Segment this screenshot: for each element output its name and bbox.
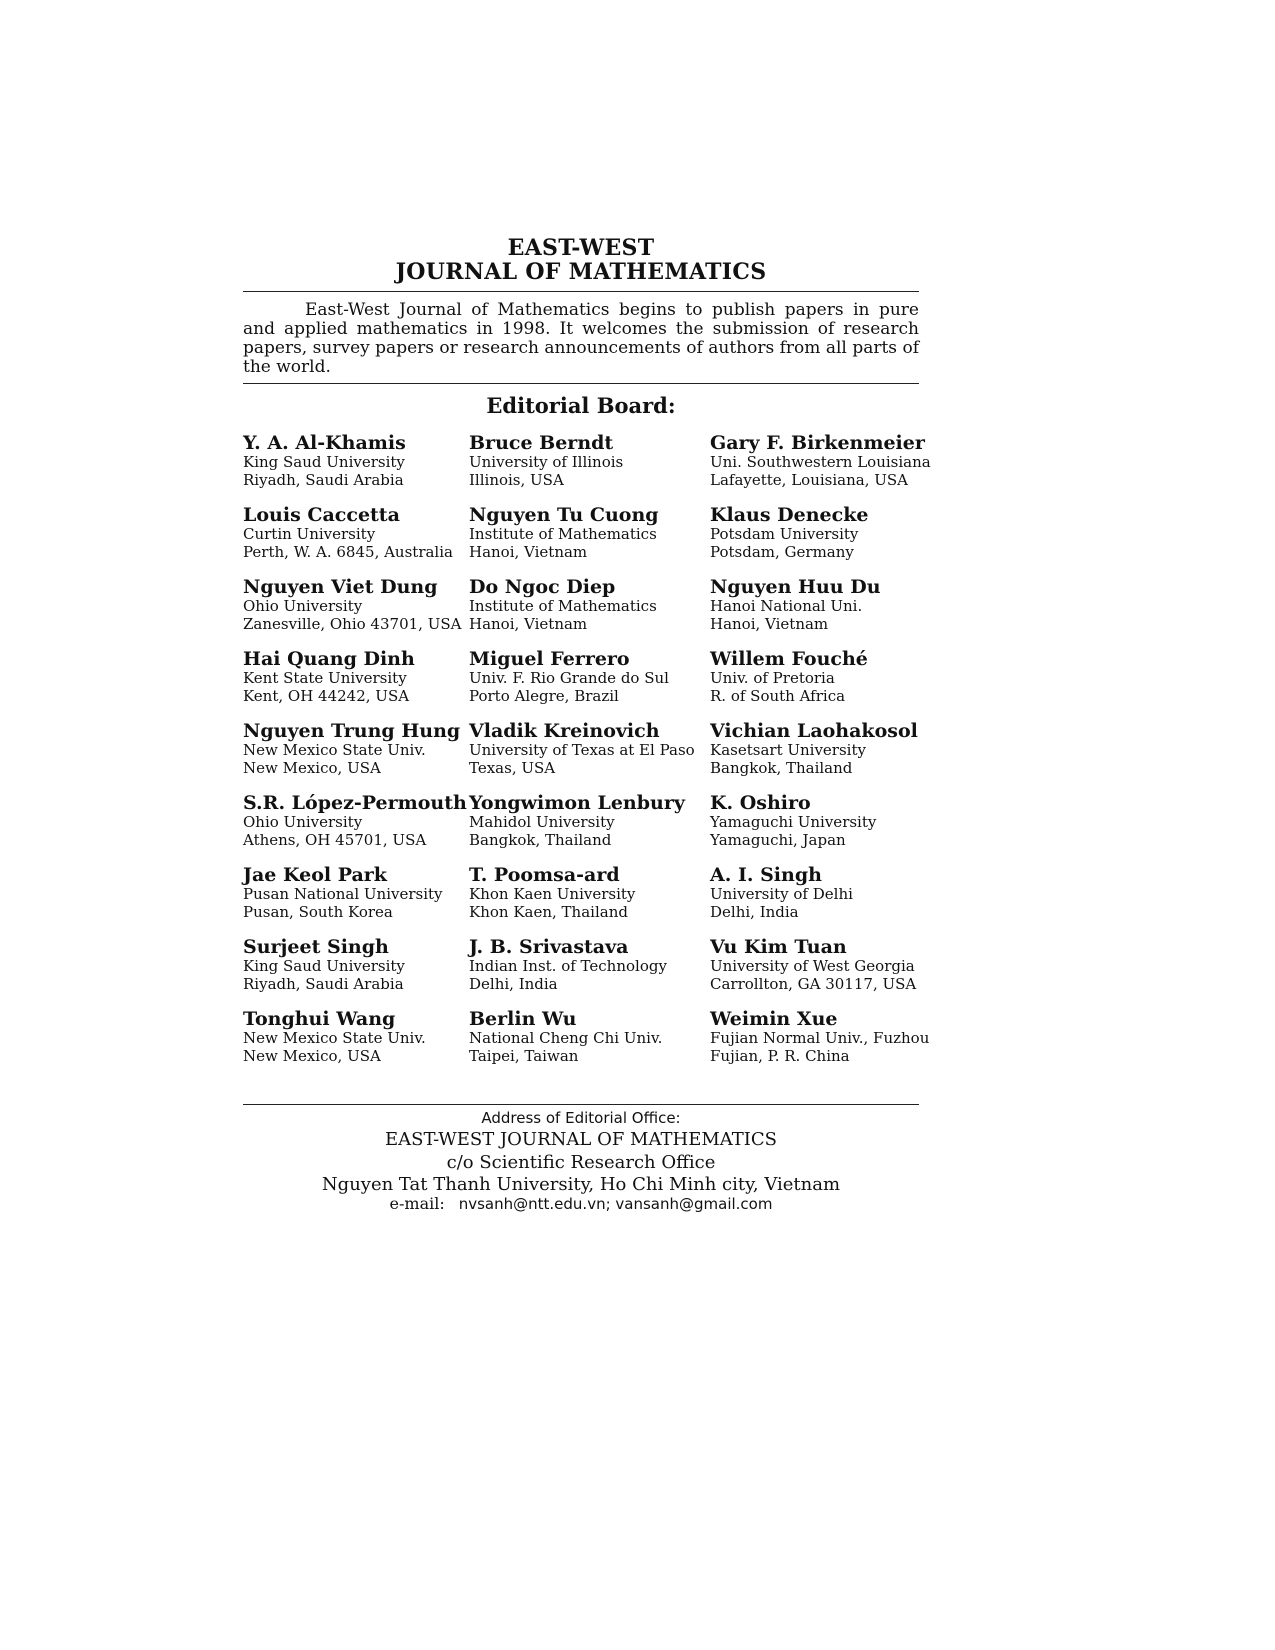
- board-member: [469, 433, 710, 489]
- board-member: [469, 649, 710, 705]
- member-name: Jae Keol Park: [243, 864, 387, 886]
- board-member: [469, 937, 710, 993]
- member-institution: King Saud University: [243, 453, 405, 471]
- member-institution: University of West Georgia: [710, 957, 915, 975]
- member-institution: Ohio University: [243, 813, 363, 831]
- member-location: Bangkok, Thailand: [710, 758, 853, 777]
- member-location: Hanoi, Vietnam: [469, 542, 588, 561]
- member-location: Riyadh, Saudi Arabia: [243, 974, 404, 993]
- member-institution: University of Delhi: [710, 885, 853, 903]
- board-member: [469, 865, 710, 921]
- board-member: [243, 865, 469, 921]
- board-member: [243, 721, 469, 777]
- office-address: Nguyen Tat Thanh University, Ho Chi Minh city, Vietnam: [321, 1174, 841, 1195]
- footer-rule: [243, 1104, 919, 1105]
- board-member: [710, 793, 943, 849]
- board-member: [243, 433, 469, 489]
- member-location: Fujian, P. R. China: [710, 1046, 850, 1065]
- member-name: Yongwimon Lenbury: [469, 792, 685, 814]
- member-name: Nguyen Viet Dung: [243, 576, 438, 598]
- member-institution: Khon Kaen University: [469, 885, 636, 903]
- editorial-board-heading: Editorial Board:: [486, 393, 676, 418]
- member-name: J. B. Srivastava: [469, 936, 629, 958]
- member-location: Zanesville, Ohio 43701, USA: [243, 614, 462, 633]
- member-institution: Kasetsart University: [710, 741, 866, 759]
- member-location: Kent, OH 44242, USA: [243, 686, 410, 705]
- member-name: Willem Fouché: [710, 648, 868, 670]
- member-institution: Fujian Normal Univ., Fuzhou: [710, 1029, 930, 1047]
- office-care-of: c/o Scientific Research Office: [446, 1152, 716, 1173]
- office-email-row: [243, 1195, 919, 1213]
- board-member: [243, 793, 469, 849]
- member-institution: Ohio University: [243, 597, 363, 615]
- board-member: [710, 577, 943, 633]
- board-member: [710, 937, 943, 993]
- board-member: [710, 505, 943, 561]
- member-location: New Mexico, USA: [243, 758, 381, 777]
- office-label: Address of Editorial Office:: [481, 1109, 681, 1127]
- member-location: Athens, OH 45701, USA: [243, 830, 427, 849]
- member-institution: Uni. Southwestern Louisiana: [710, 453, 931, 471]
- editorial-board-grid: [243, 433, 943, 1065]
- board-member: [243, 649, 469, 705]
- board-member: [469, 577, 710, 633]
- member-name: Weimin Xue: [710, 1008, 838, 1030]
- member-location: Illinois, USA: [469, 470, 564, 489]
- member-location: Yamaguchi, Japan: [710, 830, 846, 849]
- intro-paragraph: East-West Journal of Mathematics begins to publish papers in pure and applied mathematics in 1998. It welcomes the submission of research papers, survey papers or research announcements of authors from all parts of the world.: [243, 300, 919, 377]
- member-institution: Indian Inst. of Technology: [469, 957, 667, 975]
- board-member: [469, 793, 710, 849]
- title-line-1: EAST-WEST: [507, 235, 655, 261]
- member-name: Vichian Laohakosol: [710, 720, 918, 742]
- member-name: Klaus Denecke: [710, 504, 869, 526]
- member-institution: Kent State University: [243, 669, 407, 687]
- member-location: R. of South Africa: [710, 686, 846, 705]
- member-institution: King Saud University: [243, 957, 405, 975]
- member-institution: New Mexico State Univ.: [243, 1029, 426, 1047]
- board-member: [469, 721, 710, 777]
- member-name: Hai Quang Dinh: [243, 648, 415, 670]
- editorial-office: [243, 1104, 919, 1213]
- member-institution: Institute of Mathematics: [469, 597, 657, 615]
- member-institution: Potsdam University: [710, 525, 859, 543]
- member-name: Berlin Wu: [469, 1008, 577, 1030]
- member-location: Perth, W. A. 6845, Australia: [243, 542, 453, 561]
- member-institution: Institute of Mathematics: [469, 525, 657, 543]
- board-member: [243, 1009, 469, 1065]
- member-location: Riyadh, Saudi Arabia: [243, 470, 404, 489]
- board-member: [243, 937, 469, 993]
- member-name: Bruce Berndt: [469, 432, 614, 454]
- intro-rule: [243, 383, 919, 384]
- board-member: [243, 505, 469, 561]
- member-location: Porto Alegre, Brazil: [469, 686, 619, 705]
- member-institution: Pusan National University: [243, 885, 443, 903]
- member-institution: Curtin University: [243, 525, 376, 543]
- member-location: New Mexico, USA: [243, 1046, 381, 1065]
- member-location: Hanoi, Vietnam: [710, 614, 829, 633]
- member-location: Potsdam, Germany: [710, 542, 854, 561]
- board-member: [710, 433, 943, 489]
- member-institution: Mahidol University: [469, 813, 615, 831]
- member-name: Nguyen Trung Hung: [243, 720, 461, 742]
- board-member: [243, 577, 469, 633]
- member-location: Hanoi, Vietnam: [469, 614, 588, 633]
- member-name: K. Oshiro: [710, 792, 811, 814]
- member-name: A. I. Singh: [710, 864, 822, 886]
- board-member: [710, 1009, 943, 1065]
- member-name: Miguel Ferrero: [469, 648, 630, 670]
- member-institution: Yamaguchi University: [710, 813, 877, 831]
- board-member: [469, 1009, 710, 1065]
- member-name: S.R. López-Permouth: [243, 792, 467, 814]
- member-location: Delhi, India: [710, 902, 799, 921]
- member-institution: Univ. F. Rio Grande do Sul: [469, 669, 669, 687]
- member-name: Vladik Kreinovich: [469, 720, 660, 742]
- member-name: Nguyen Tu Cuong: [469, 504, 659, 526]
- member-institution: National Cheng Chi Univ.: [469, 1029, 663, 1047]
- board-member: [710, 649, 943, 705]
- title-line-2: JOURNAL OF MATHEMATICS: [395, 259, 767, 285]
- email-address[interactable]: nvsanh@ntt.edu.vn; vansanh@gmail.com: [458, 1195, 773, 1213]
- journal-title: [243, 236, 919, 284]
- member-name: Tonghui Wang: [243, 1008, 396, 1030]
- member-name: T. Poomsa-ard: [469, 864, 620, 886]
- member-location: Taipei, Taiwan: [469, 1046, 579, 1065]
- member-name: Vu Kim Tuan: [710, 936, 847, 958]
- member-institution: University of Illinois: [469, 453, 624, 471]
- member-institution: University of Texas at El Paso: [469, 741, 695, 759]
- journal-page: [243, 235, 931, 1065]
- member-name: Gary F. Birkenmeier: [710, 432, 925, 454]
- member-name: Louis Caccetta: [243, 504, 400, 526]
- member-location: Carrollton, GA 30117, USA: [710, 974, 917, 993]
- board-member: [469, 505, 710, 561]
- email-label: e-mail:: [389, 1194, 445, 1213]
- member-name: Do Ngoc Diep: [469, 576, 616, 598]
- board-member: [710, 865, 943, 921]
- member-location: Pusan, South Korea: [243, 902, 393, 921]
- member-institution: New Mexico State Univ.: [243, 741, 426, 759]
- member-location: Texas, USA: [469, 758, 556, 777]
- member-institution: Univ. of Pretoria: [710, 669, 835, 687]
- member-name: Surjeet Singh: [243, 936, 389, 958]
- member-location: Khon Kaen, Thailand: [469, 902, 628, 921]
- member-name: Nguyen Huu Du: [710, 576, 881, 598]
- board-member: [710, 721, 943, 777]
- member-location: Delhi, India: [469, 974, 558, 993]
- top-rule: [243, 291, 919, 292]
- office-journal-name: EAST-WEST JOURNAL OF MATHEMATICS: [385, 1129, 777, 1150]
- member-institution: Hanoi National Uni.: [710, 597, 863, 615]
- member-location: Lafayette, Louisiana, USA: [710, 470, 908, 489]
- member-location: Bangkok, Thailand: [469, 830, 612, 849]
- member-name: Y. A. Al-Khamis: [243, 432, 406, 454]
